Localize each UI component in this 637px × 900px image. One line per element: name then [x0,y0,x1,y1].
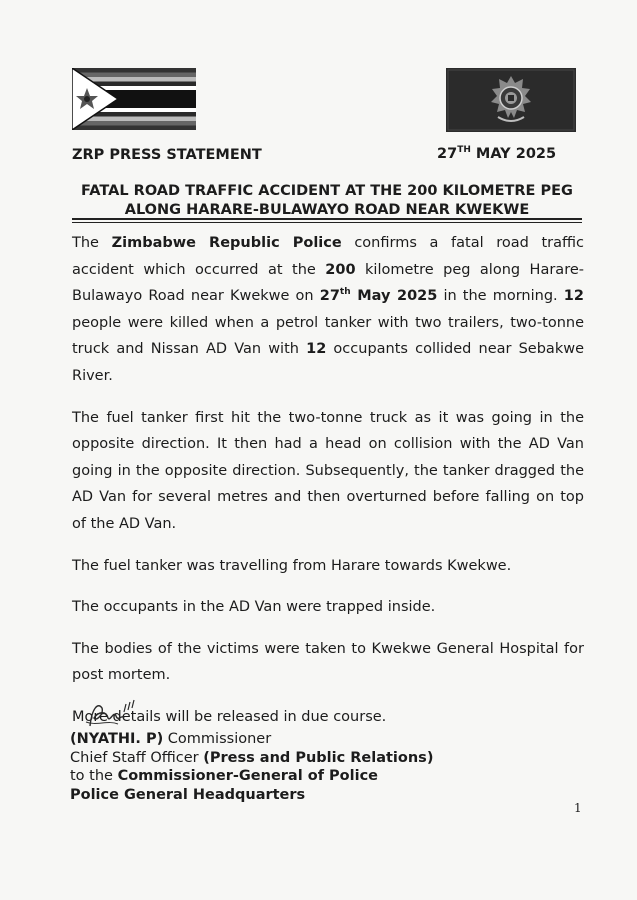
paragraph-1: The Zimbabwe Republic Police confirms a fatal road traffic accident which occurred at the 200 kilometre peg along Harare-Bulawayo Road near Kwekwe on 27th May 2025 in the morning. 12 people were killed when a petrol tanker with two trailers, two-tonne truck and Nissan AD Van with 12 occupants collided near Sebakwe River. [72,235,585,384]
title-line-1: FATAL ROAD TRAFFIC ACCIDENT AT THE 200 KILOMETRE PEG [81,183,573,199]
paragraph-6: More details will be released in due course. [72,708,387,725]
signatory-headquarters: Police General Headquarters [70,786,306,803]
signatory-department: to the Commissioner-General of Police [70,768,379,784]
title-rule-thin [72,222,582,223]
page-number: 1 [574,801,582,815]
zrp-badge-emblem [446,68,576,132]
statement-title [72,182,582,220]
paragraph-3: The fuel tanker was travelling from Harare towards Kwekwe. [72,557,512,574]
press-statement-heading: ZRP PRESS STATEMENT [72,147,262,163]
statement-date: 27TH MAY 2025 [437,145,557,162]
signatory-line: (NYATHI. P) Commissioner [70,731,272,747]
paragraph-4: The occupants in the AD Van were trapped inside. [72,599,436,616]
signatory-role: Chief Staff Officer (Press and Public Relations) [70,749,434,766]
signature-block [70,730,433,804]
paragraph-2: The fuel tanker first hit the two-tonne truck as it was going in the opposite direction. It then had a head on collision with the AD Van going in the opposite direction. Subsequently, the tanker dragged the AD Van for several metres and then overturned before falling on top of the AD Van. [72,409,584,532]
title-line-2: ALONG HARARE-BULAWAYO ROAD NEAR KWEKWE [124,202,530,218]
paragraph-5: The bodies of the victims were taken to Kwekwe General Hospital for post mortem. [72,640,584,684]
handwritten-signature [84,696,138,732]
statement-body [72,230,584,746]
zimbabwe-flag-icon [72,68,196,130]
title-rule-thick [72,218,582,220]
